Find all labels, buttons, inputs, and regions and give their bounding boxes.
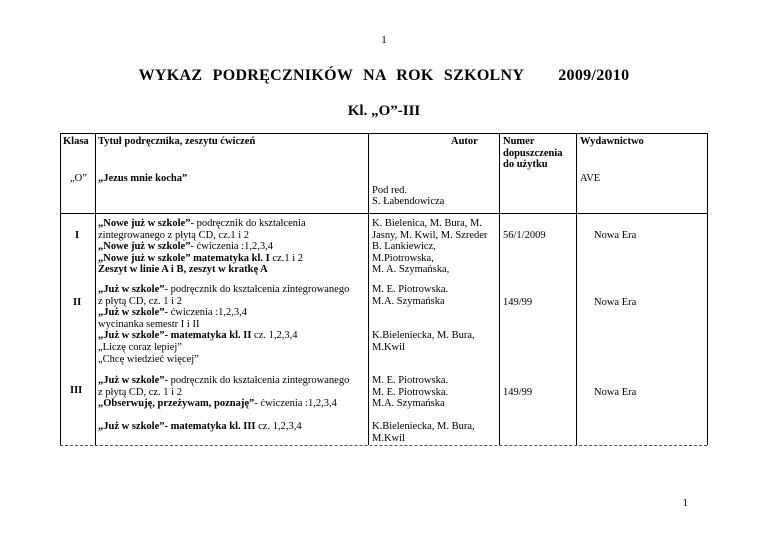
text: cz. 1,2,3,4 [251,330,298,342]
cell-line [98,241,306,253]
cell-line: K.Bieleniecka, M. Bura, [372,330,475,342]
row-iii-numer: 149/99 [503,387,533,398]
page-title [0,67,768,85]
cell-line [98,307,349,319]
cell-line: S. Łabendowicza [372,196,445,208]
bold-text: „Nowe już w szkole” [98,241,191,253]
bold-text: Zeszyt w linie A i B, zeszyt w kratkę A [98,264,268,276]
header-klasa: Klasa [63,136,89,147]
cell-line [98,284,349,296]
text: cz.1 i 2 [269,252,304,264]
cell-line [98,387,349,399]
cell-line: M. E. Piotrowska. [372,375,449,386]
row-i-numer: 56/1/2009 [503,230,546,241]
cell-line: M.Kwil [372,341,405,353]
row-ii-numer: 149/99 [503,297,533,308]
col-border-klasa [95,133,96,445]
text: - podręcznik do kształcenia zintegrowanego [164,375,350,386]
text: „Liczę coraz lepiej” [98,341,182,353]
text: z płytą CD, cz. 1 i 2 [98,386,182,398]
table-top-border [60,133,707,134]
cell-line [98,410,349,422]
page-subtitle: Kl. „O”-III [347,103,421,119]
col-border-left [60,133,61,445]
header-autor: Autor [451,136,478,147]
cell-line: K. Bielenica, M. Bura, M. [372,218,482,229]
row-iii-tytul [98,375,349,433]
cell-line: M.A. Szymańska [372,398,445,410]
cell-line [98,330,349,342]
cell-line: M. E. Piotrowska. [372,386,449,398]
header-numer-line: Numer [503,136,535,147]
text: - ćwiczenia :1,2,3,4 [164,307,248,319]
cell-line [372,307,475,319]
cell-line [372,410,475,422]
title-main: WYKAZ PODRĘCZNIKÓW NA ROK SZKOLNY [138,67,525,84]
text: - podręcznik do kształcenia zintegrowanego [164,284,350,295]
row-i-klasa: I [75,230,80,241]
cell-line [98,342,349,354]
row-iii-klasa: III [70,385,83,396]
text: wycinanka semestr I i II [98,318,200,330]
page-number-bottom: 1 [682,497,688,509]
bold-text: „Już w szkole”- matematyka kl. II [98,330,252,342]
row-iii-wydawnictwo: Nowa Era [594,387,637,398]
cell-line: Pod red. [372,184,407,196]
header-tytul: Tytuł podręcznika, zeszytu ćwiczeń [98,136,256,147]
row-divider-1 [60,213,707,214]
row-o-wydawnictwo: AVE [580,173,601,184]
cell-line: M.Piotrowska, [372,252,434,264]
text: - ćwiczenia :1,2,3,4 [254,398,337,410]
cell-line [98,398,349,410]
header-numer-line: dopuszczenia [503,147,563,159]
cell-line: Jasny, M. Kwil, M. Szreder [372,229,488,241]
bold-text: „Jezus mnie kocha” [98,173,188,184]
row-o-autor [372,173,444,208]
cell-line: M.A. Szymańska [372,295,445,307]
text: - podręcznik do kształcenia [190,218,306,229]
bold-text: „Nowe już w szkole” matematyka kl. I [98,252,270,264]
text: - ćwiczenia :1,2,3,4 [190,241,273,253]
cell-line [98,421,349,433]
bold-text: „Już w szkole” [98,307,165,319]
cell-line [372,319,475,331]
text: z płytą CD, cz. 1 i 2 [98,295,182,307]
title-year: 2009/2010 [558,67,630,84]
cell-line: M. E. Piotrowska. [372,284,449,295]
header-numer-line: do użytku [503,159,548,171]
cell-line: B. Lankiewicz, [372,241,436,253]
page-number-top: 1 [381,34,387,46]
row-ii-wydawnictwo: Nowa Era [594,297,637,308]
cell-line [98,230,306,242]
bold-text: „Obserwuję, przeżywam, poznaję” [98,398,255,410]
cell-line [372,173,444,185]
row-ii-autor [372,284,475,354]
cell-line [98,218,306,230]
text: „Chcę wiedzieć więcej” [98,353,199,365]
row-i-autor [372,218,487,276]
header-numer [503,136,563,171]
bold-text: „Nowe już w szkole” [98,218,191,229]
cell-line [98,264,306,276]
text: zintegrowanego z płytą CD, cz.1 i 2 [98,229,250,241]
header-wydawnictwo: Wydawnictwo [580,136,644,147]
row-i-wydawnictwo: Nowa Era [594,230,637,241]
text: cz. 1,2,3,4 [255,421,302,433]
col-border-autor [499,133,500,445]
col-border-right [707,133,708,445]
table-bottom-border [60,445,707,446]
row-iii-autor [372,375,475,445]
row-ii-tytul [98,284,349,365]
bold-text: „Już w szkole”- matematyka kl. III [98,421,256,433]
cell-line [98,319,349,331]
row-ii-klasa: II [73,297,82,308]
cell-line: K.Bieleniecka, M. Bura, [372,421,475,433]
col-border-numer [576,133,577,445]
cell-line: M. A. Szymańska, [372,264,450,276]
cell-line [98,253,306,265]
bold-text: „Już w szkole” [98,284,165,295]
cell-line [98,173,187,185]
cell-line [98,375,349,387]
col-border-tytul [368,133,369,445]
bold-text: „Już w szkole” [98,375,165,386]
cell-line: M.Kwil [372,432,405,444]
row-o-tytul [98,173,187,185]
cell-line [98,354,349,366]
row-o-klasa: „O” [70,173,87,184]
cell-line [98,296,349,308]
row-i-tytul [98,218,306,276]
